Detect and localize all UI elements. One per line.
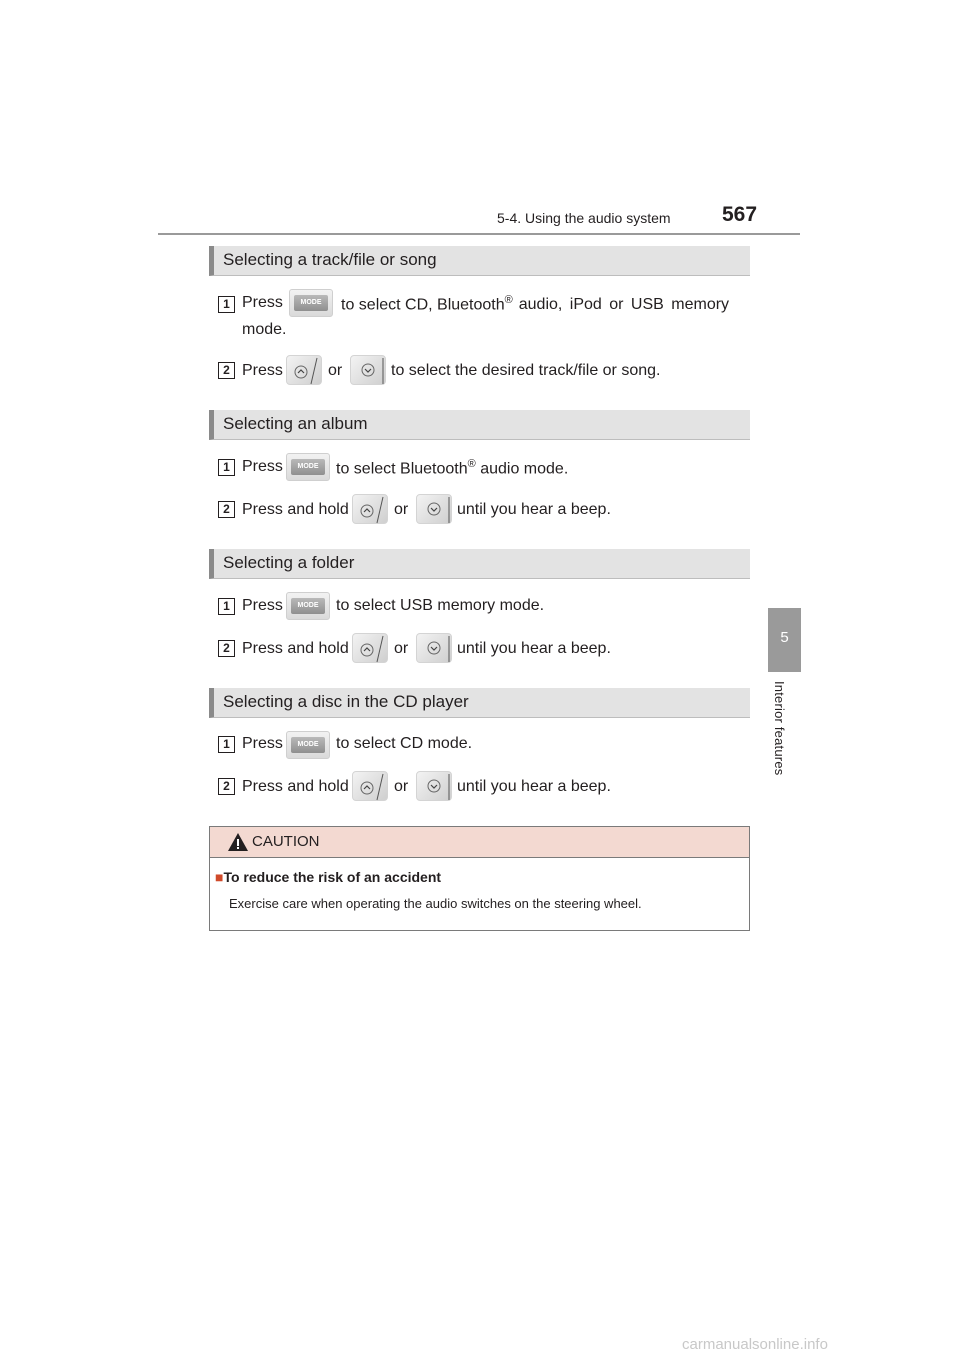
seek-down-button (416, 771, 452, 801)
step-number: 2 (218, 362, 235, 379)
step-text: Press (242, 735, 283, 752)
caution-body: Exercise care when operating the audio switches on the steering wheel. (229, 896, 642, 911)
step-number: 1 (218, 459, 235, 476)
step-text: Press and hold (242, 778, 349, 795)
step-text-c: audio, iPod or USB memory (518, 296, 730, 314)
mode-button-label: MODE (291, 598, 325, 614)
chevron-up-icon (353, 772, 389, 802)
caution-header (210, 827, 749, 858)
step-text: Press (242, 597, 283, 614)
chevron-down-icon (351, 356, 387, 386)
section-header-disc (209, 688, 750, 718)
seek-up-button (352, 771, 388, 801)
section-header-track (209, 246, 750, 276)
step-text: until you hear a beep. (457, 778, 611, 795)
or-text: or (328, 362, 343, 379)
bullet-square: ■ (215, 869, 224, 885)
step-text (336, 458, 568, 478)
step-text: Press (242, 362, 283, 379)
step-number: 1 (218, 736, 235, 753)
warning-icon (227, 832, 249, 852)
seek-down-button (416, 494, 452, 524)
mode-button-label: MODE (294, 295, 328, 311)
seek-up-button (352, 633, 388, 663)
mode-button-label: MODE (291, 737, 325, 753)
or-text: or (394, 778, 409, 795)
mode-button (286, 592, 330, 620)
seek-down-button (416, 633, 452, 663)
chevron-down-icon (417, 495, 453, 525)
chevron-up-icon (353, 634, 389, 664)
step-number: 2 (218, 778, 235, 795)
step-text: to select CD mode. (336, 735, 473, 752)
seek-down-button (350, 355, 386, 385)
step-number: 2 (218, 501, 235, 518)
page-number: 567 (722, 203, 758, 226)
step-text: mode. (242, 321, 287, 338)
step-text: Press and hold (242, 501, 349, 518)
seek-up-button (286, 355, 322, 385)
step-text: Press and hold (242, 640, 349, 657)
seek-up-button (352, 494, 388, 524)
caution-subtitle (215, 869, 441, 885)
header-divider (158, 233, 800, 235)
step-text-b: to select CD, Bluetooth (341, 296, 505, 314)
registered-mark: ® (504, 294, 513, 306)
chevron-down-icon (417, 634, 453, 664)
section-title: Selecting a track/file or song (223, 250, 437, 269)
step-text: until you hear a beep. (457, 501, 611, 518)
step-text: Press (242, 294, 283, 311)
caution-title: CAUTION (252, 833, 320, 850)
step-text (341, 294, 729, 314)
section-header-album (209, 410, 750, 440)
chevron-up-icon (287, 356, 323, 386)
mode-button (286, 453, 330, 481)
chapter-label: Interior features (772, 681, 787, 776)
step-text: to select USB memory mode. (336, 597, 545, 614)
step-number: 1 (218, 598, 235, 615)
step-number: 1 (218, 296, 235, 313)
chevron-up-icon (353, 495, 389, 525)
or-text: or (394, 640, 409, 657)
step-text-c: audio mode. (480, 460, 569, 478)
registered-mark: ® (467, 458, 476, 470)
step-text-b: to select Bluetooth (336, 460, 468, 478)
chapter-number: 5 (780, 629, 789, 646)
step-text: to select the desired track/file or song. (391, 362, 661, 379)
section-header-folder (209, 549, 750, 579)
chevron-down-icon (417, 772, 453, 802)
step-text: until you hear a beep. (457, 640, 611, 657)
section-heading: 5-4. Using the audio system (497, 210, 671, 226)
section-title: Selecting a folder (223, 553, 355, 572)
mode-button-label: MODE (291, 459, 325, 475)
section-title: Selecting an album (223, 414, 368, 433)
section-title: Selecting a disc in the CD player (223, 692, 469, 711)
or-text: or (394, 501, 409, 518)
watermark: carmanualsonline.info (682, 1336, 828, 1353)
step-number: 2 (218, 640, 235, 657)
mode-button (286, 731, 330, 759)
mode-button (289, 289, 333, 317)
step-text: Press (242, 458, 283, 475)
caution-subtitle-text: To reduce the risk of an accident (223, 869, 442, 885)
